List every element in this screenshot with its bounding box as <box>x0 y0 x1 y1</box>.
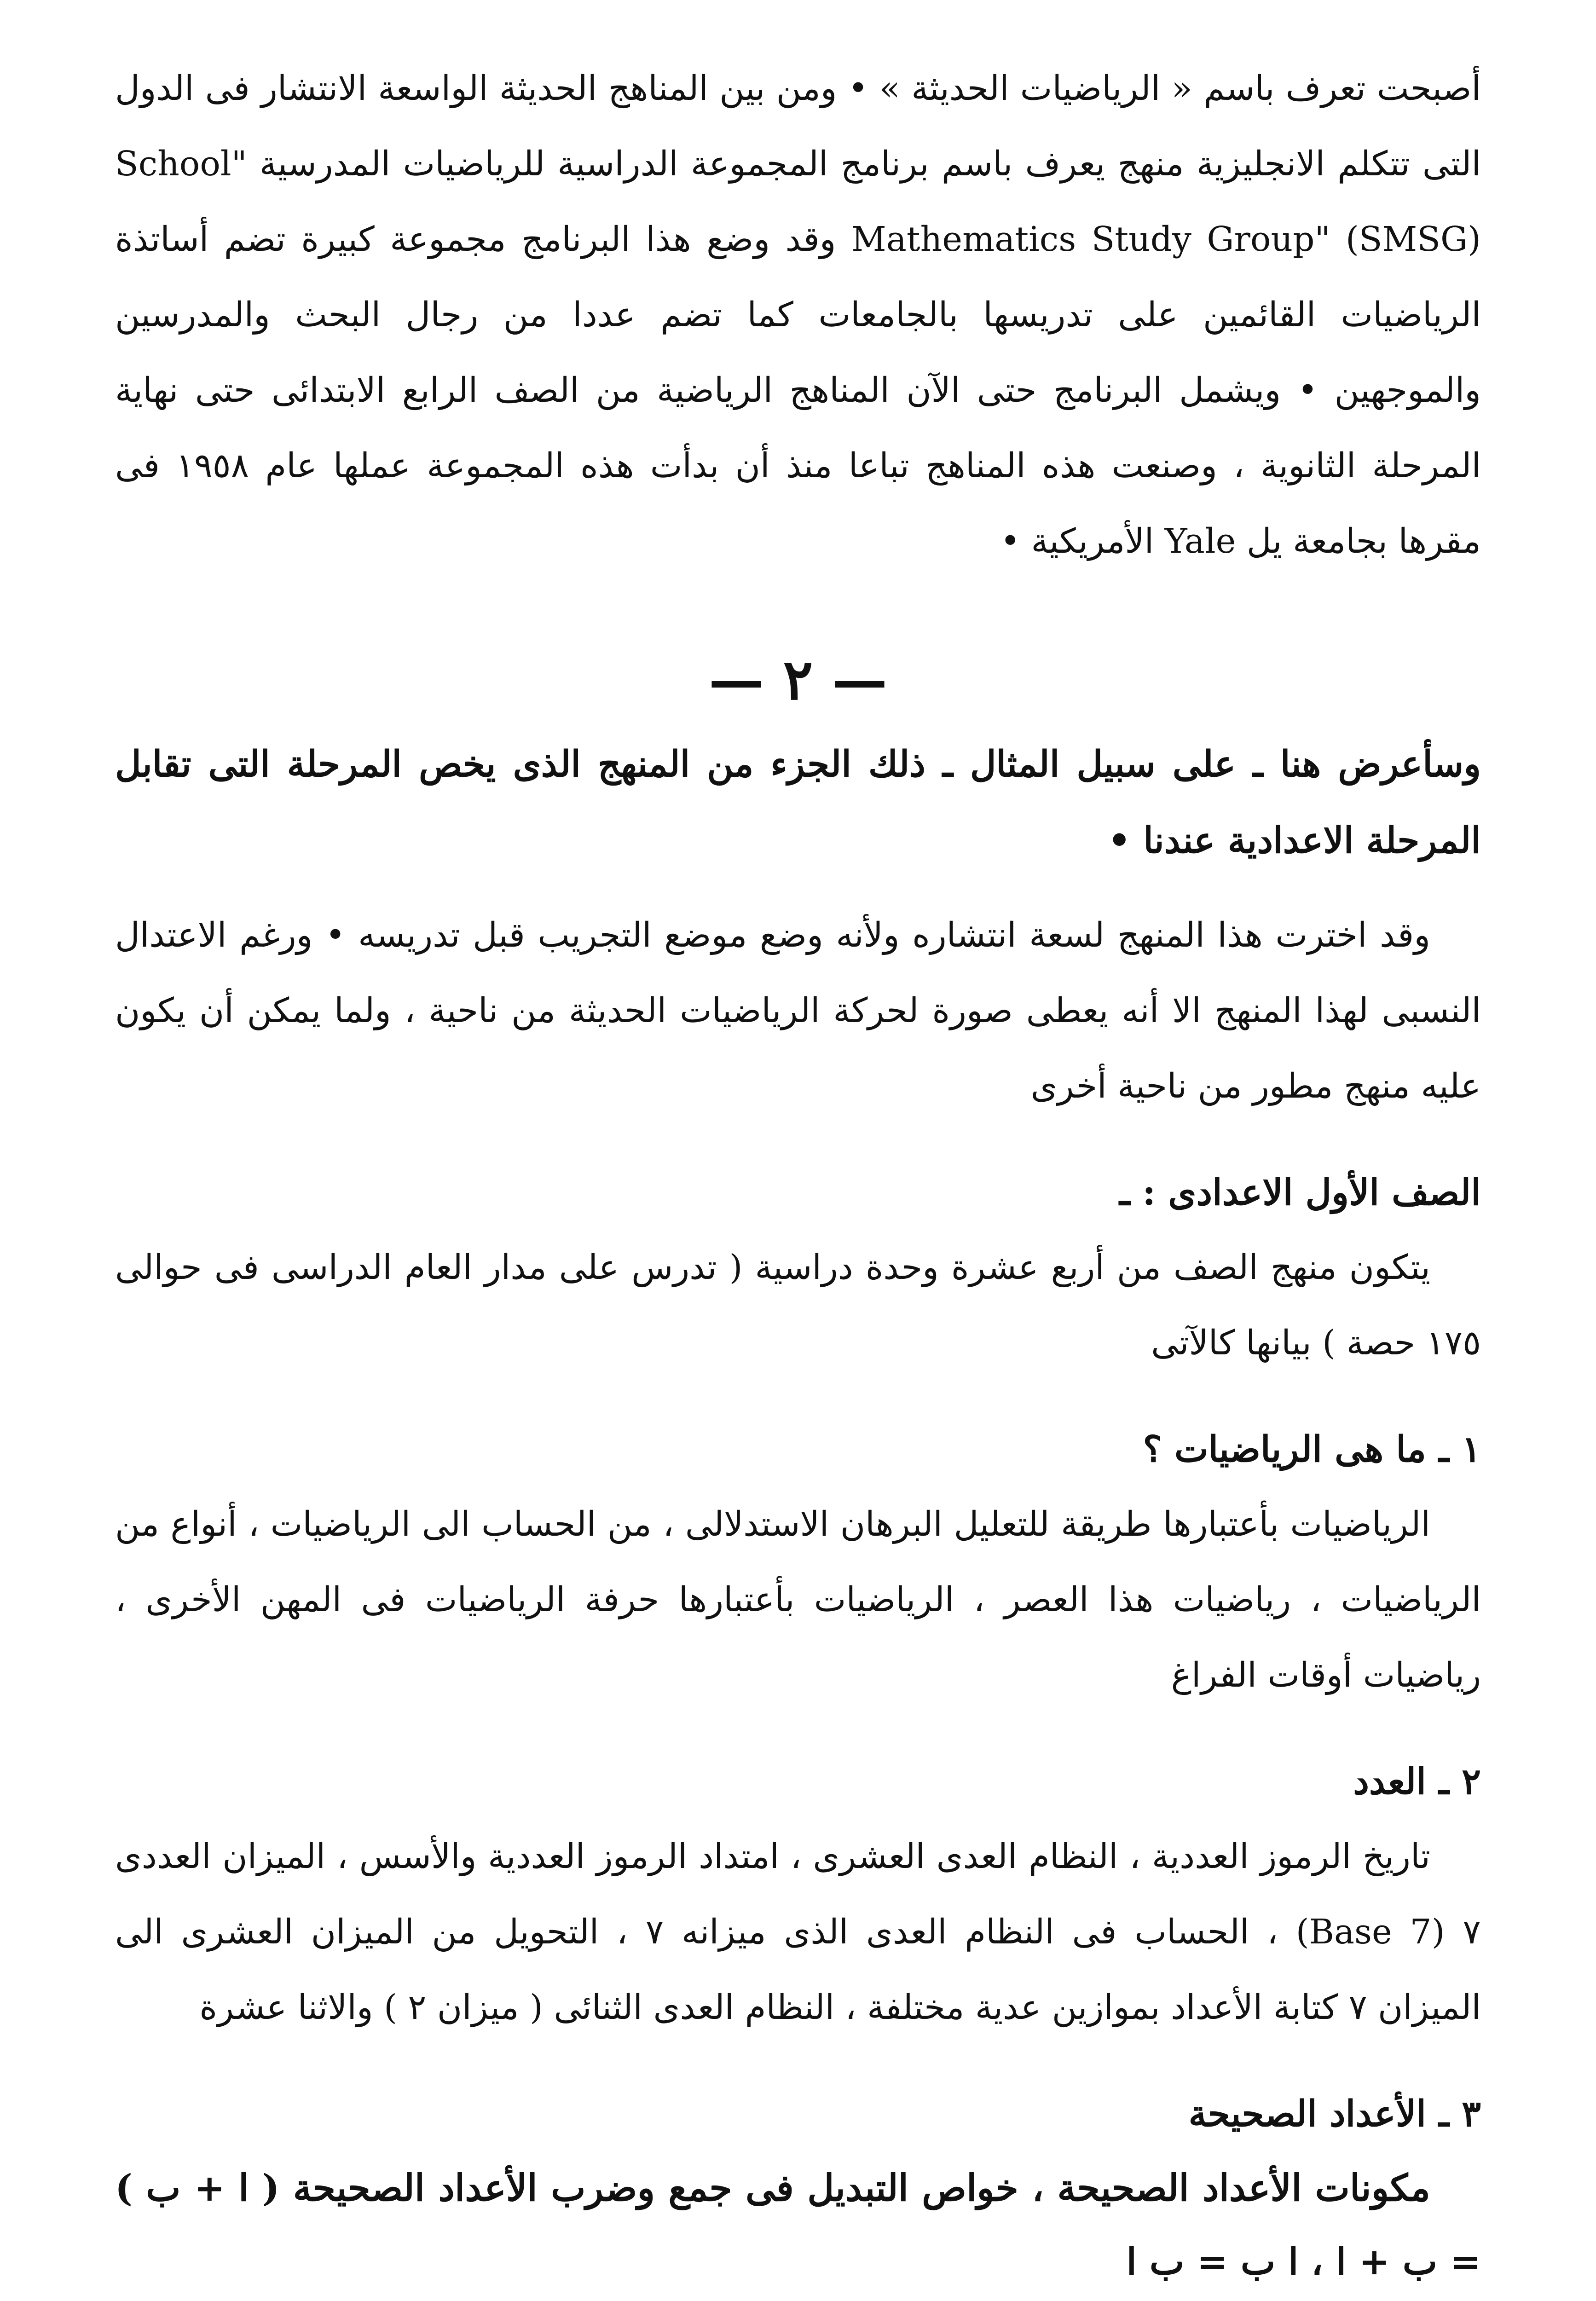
section-number: — ٢ — <box>708 648 887 712</box>
unit-1-text: الرياضيات بأعتبارها طريقة للتعليل البرهان الاستدلالى ، من الحساب الى الرياضيات ، أنواع من الرياضيات ، رياضيات هذا العصر ، الرياضيات بأعتبارها حرفة الرياضيات فى المهن الأخرى ، رياضيات أوقات الفراغ <box>115 1504 1481 1695</box>
unit-3-text: مكونات الأعداد الصحيحة ، خواص التبديل فى جمع وضرب الأعداد الصحيحة ( ا + ب ) = ب + ا ، ا ب = ب ا <box>115 2166 1481 2283</box>
unit-3-text-continued <box>115 2298 1481 2301</box>
unit-2-text: تاريخ الرموز العددية ، النظام العدى العشرى ، امتداد الرموز العددية والأسس ، الميزان العددى ٧ (Base 7) ، الحساب فى النظام العدى الذى ميزانه ٧ ، التحويل من الميزان العشرى الى الميزان ٧ كتابة الأعداد بموازين عدية مختلفة ، النظام العدى الثنائى ( ميزان ٢ ) والاثنا عشرة <box>115 1837 1481 2027</box>
grade-paragraph: يتكون منهج الصف من أربع عشرة وحدة دراسية ( تدرس على مدار العام الدراسى فى حوالى ١٧٥ حصة ) بيانها كالآتى <box>115 1248 1481 1363</box>
section-paragraph: وقد اخترت هذا المنهج لسعة انتشاره ولأنه وضع موضع التجريب قبل تدريسه • ورغم الاعتدال النسبى لهذا المنهج الا أنه يعطى صورة لحركة الرياضيات الحديثة من ناحية ، ولما يمكن أن يكون عليه منهج مطور من ناحية أخرى <box>115 915 1481 1106</box>
section-lead: وسأعرض هنا ـ على سبيل المثال ـ ذلك الجزء من المنهج الذى يخص المرحلة التى تقابل المرحلة الاعدادية عندنا • <box>115 743 1481 861</box>
intro-paragraph: أصبحت تعرف باسم « الرياضيات الحديثة » • ومن بين المناهج الحديثة الواسعة الانتشار فى الدول التى تتكلم الانجليزية منهج يعرف باسم برنامج المجموعة الدراسية للرياضيات المدرسية "School Mathematics Study Group" (SMSG) وقد وضع هذا البرنامج مجموعة كبيرة تضم أساتذة الرياضيات القائمين على تدريسها بالجامعات كما تضم عددا من رجال البحث والمدرسين والموجهين • ويشمل البرنامج حتى الآن المناهج الرياضية من الصف الرابع الابتدائى حتى نهاية المرحلة الثانوية ، وصنعت هذه المناهج تباعا منذ أن بدأت هذه المجموعة عملها عام ١٩٥٨ فى مقرها بجامعة يل Yale الأمريكية • <box>115 69 1481 561</box>
grade-heading: الصف الأول الاعدادى : ـ <box>1119 1172 1481 1214</box>
unit-3-heading: ٣ ـ الأعداد الصحيحة <box>1188 2093 1481 2135</box>
unit-1-heading: ١ ـ ما هى الرياضيات ؟ <box>1143 1428 1481 1470</box>
unit-2-heading: ٢ ـ العدد <box>1353 1761 1481 1803</box>
